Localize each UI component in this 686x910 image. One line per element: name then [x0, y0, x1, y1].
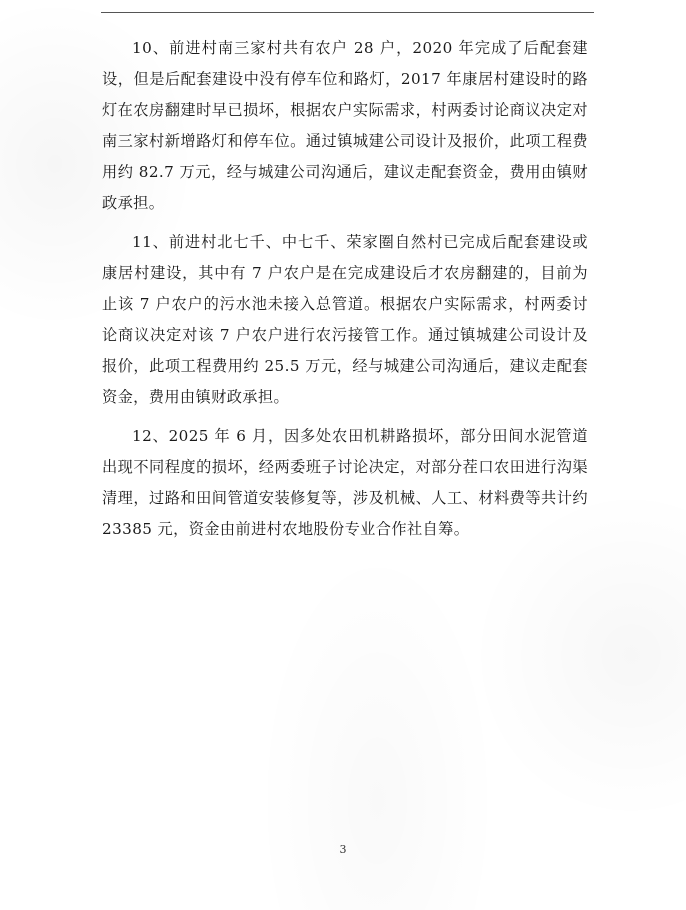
document-body [102, 33, 588, 553]
paragraph-item-12: 12、2025 年 6 月，因多处农田机耕路损坏，部分田间水泥管道出现不同程度的损坏，经两委班子讨论决定，对部分茬口农田进行沟渠清理，过路和田间管道安装修复等，涉及机械、人工、材料费等共计约 23385 元，资金由前进村农地股份专业合作社自筹。 [102, 427, 588, 538]
paragraph-item-10: 10、前进村南三家村共有农户 28 户，2020 年完成了后配套建设，但是后配套建设中没有停车位和路灯，2017 年康居村建设时的路灯在农房翻建时早已损坏，根据农户实际需求，村两委讨论商议决定对南三家村新增路灯和停车位。通过镇城建公司设计及报价，此项工程费用约 82.7 万元，经与城建公司沟通后，建议走配套资金，费用由镇财政承担。 [102, 39, 588, 212]
header-rule [101, 12, 594, 13]
paragraph-item-11: 11、前进村北七千、中七千、荣家圈自然村已完成后配套建设或康居村建设，其中有 7 户农户是在完成建设后才农房翻建的，目前为止该 7 户农户的污水池未接入总管道。根据农户实际需求，村两委讨论商议决定对该 7 户农户进行农污接管工作。通过镇城建公司设计及报价，此项工程费用约 25.5 万元，经与城建公司沟通后，建议走配套资金，费用由镇财政承担。 [102, 233, 588, 406]
page-number: 3 [339, 843, 347, 856]
